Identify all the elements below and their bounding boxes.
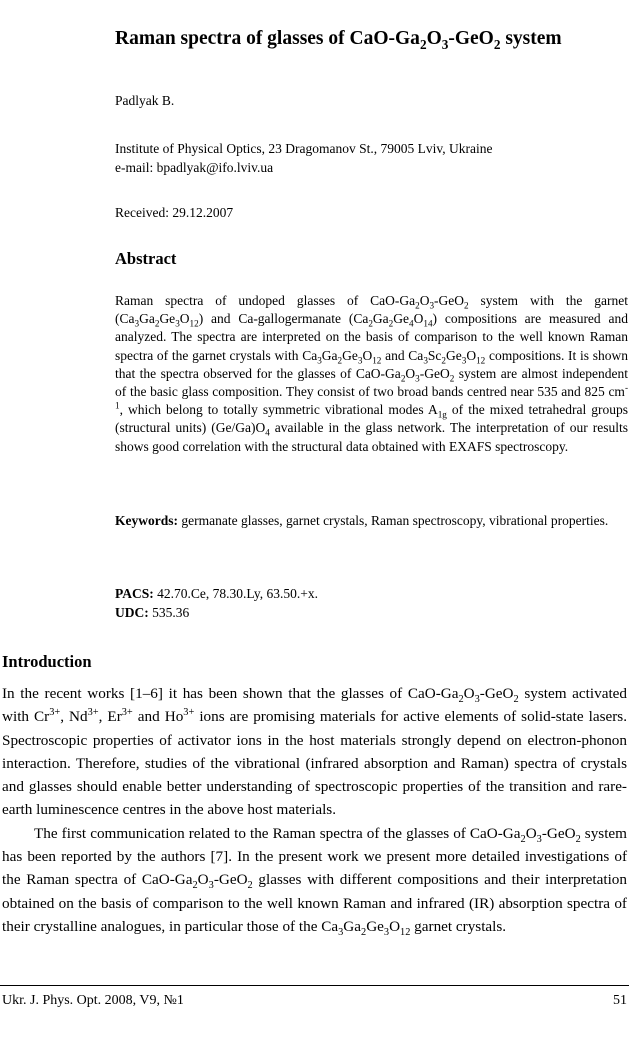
- intro-paragraph-2: The first communication related to the Raman spectra of the glasses of CaO-$Ga_2O_3-GeO_2$ system has been reported by the authors [7]. In the present work we present more detailed investigations of the Raman spectra of CaO-$Ga_2O_3-GeO_2$ glasses with different compositions and their interpretation obtained on the basis of comparison to the well known Raman and infrared (IR) absorption spectra of their crystalline analogues, in particular those of the $Ca_3Ga_2Ge_3O_{12}$ garnet crystals.: [2, 824, 627, 938]
- journal-citation: Ukr. J. Phys. Opt. 2008, V9, №1: [2, 993, 184, 1008]
- footer-divider: [0, 985, 629, 986]
- abstract-heading: Abstract: [115, 249, 177, 268]
- paper-title: Raman spectra of glasses of CaO-$Ga_2O_3-GeO_2$ system: [115, 28, 562, 52]
- classification-codes: [115, 584, 318, 622]
- keywords: Keywords: germanate glasses, garnet crystals, Raman spectroscopy, vibrational properties.: [115, 513, 609, 528]
- abstract-text: Raman spectra of undoped glasses of CaO-$Ga_2O_3-GeO_2$ system with the garnet $(Ca_3Ga_2Ge_3O_{12})$ and Ca-gallogermanate $(Ca_2Ga_2Ge_4O_{14})$ compositions are measured and analyzed. The spectra are interpreted on the basis of comparison to the well known Raman spectra of the garnet crystals with $Ca_3Ga_2Ge_3O_{12}$ and $Ca_3Sc_2Ge_3O_{12}$ compositions. It is shown that the spectra observed for the glasses of CaO-$Ga_2O_3-GeO_2$ system are almost independent of the basic glass composition. They consist of two broad bands centred near 535 and 825 $cm^{-1}$, which belong to totally symmetric vibrational modes $A_{1g}$ of the mixed tetrahedral groups (structural units) $(Ge/Ga)O_4$ available in the glass network. The interpretation of our results shows good correlation with the structural data obtained with EXAFS spectroscopy.: [115, 293, 629, 454]
- affiliation-address: Institute of Physical Optics, 23 Dragomanov St., 79005 Lviv, Ukraine: [115, 141, 493, 156]
- keywords-label: Keywords:: [115, 513, 178, 528]
- introduction-heading: Introduction: [2, 652, 92, 671]
- udc-line: UDC: 535.36: [115, 605, 190, 620]
- affiliation: [115, 139, 492, 177]
- pacs-line: PACS: 42.70.Ce, 78.30.Ly, 63.50.+x.: [115, 586, 318, 601]
- received-date: Received: 29.12.2007: [115, 205, 234, 220]
- page-number: 51: [613, 993, 627, 1008]
- affiliation-email: e-mail: bpadlyak@ifo.lviv.ua: [115, 160, 274, 175]
- author-name: Padlyak B.: [115, 93, 175, 108]
- intro-paragraph-1: In the recent works [1–6] it has been shown that the glasses of CaO-$Ga_2O_3-GeO_2$ system activated with $Cr^{3+}$, $Nd^{3+}$, $Er^{3+}$ and $Ho^{3+}$ ions are promising materials for active elements of solid-state lasers. Spectroscopic properties of activator ions in the host materials strongly depend on electron-phonon interaction. Therefore, studies of the vibrational (infrared absorption and Raman) spectra of crystals and glasses should enable better understanding of spectroscopic properties of the transition and rare-earth luminescence centres in the above host materials.: [2, 685, 627, 819]
- introduction-body: [2, 682, 627, 938]
